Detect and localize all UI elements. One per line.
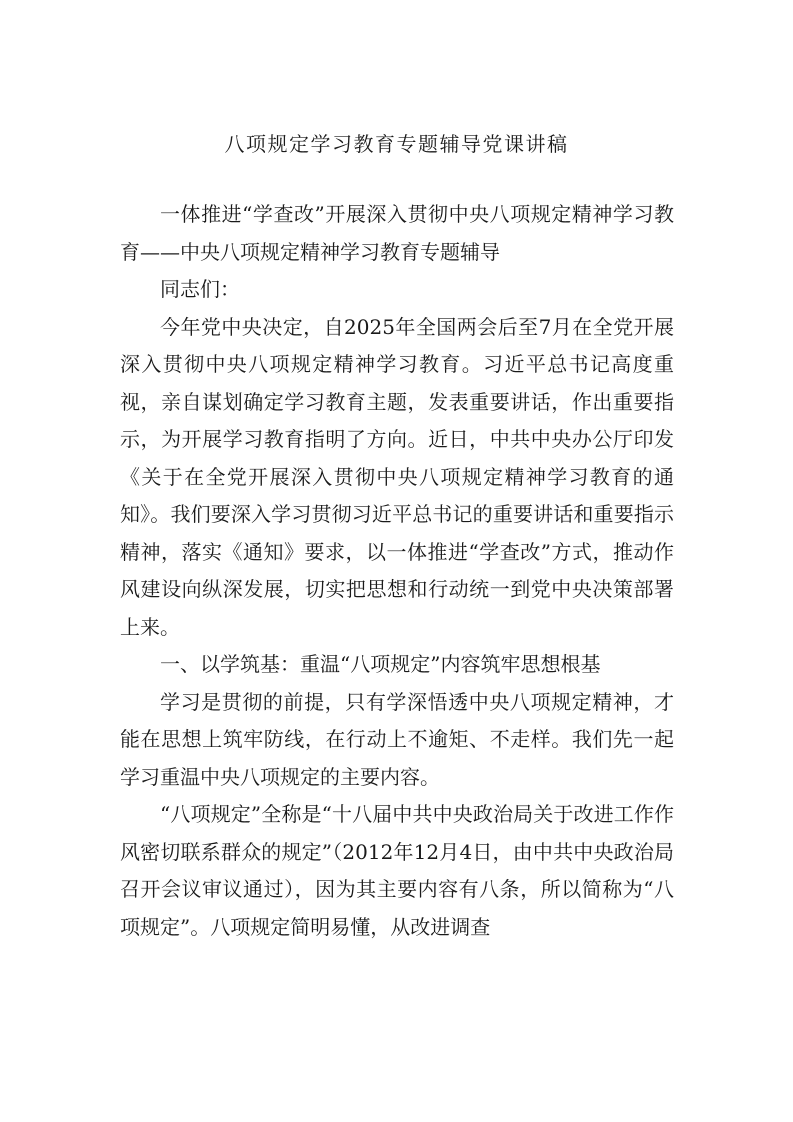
salutation-paragraph: 同志们：	[160, 277, 240, 301]
intro-paragraph: 今年党中央决定，自2025年全国两会后至7月在全党开展深入贯彻中央八项规定精神学习教育。习近平总书记高度重视，亲自谋划确定学习教育主题，发表重要讲话，作出重要指示，为开展学习教育指明了方向。近日，中共中央办公厅印发《关于在全党开展深入贯彻中央八项规定精神学习教育的通知》。我们要深入学习贯彻习近平总书记的重要讲话和重要指示精神，落实《通知》要求，以一体推进“学查改”方式，推动作风建设向纵深发展，切实把思想和行动统一到党中央决策部署上来。	[120, 314, 674, 639]
document-title: 八项规定学习教育专题辅导党课讲稿	[224, 132, 569, 156]
document-body	[120, 196, 674, 946]
section-heading: 一、以学筑基：重温“八项规定”内容筑牢思想根基	[160, 652, 601, 676]
section-paragraph: “八项规定”全称是“十八届中共中央政治局关于改进工作作风密切联系群众的规定”（2012年12月4日，由中共中央政治局召开会议审议通过），因为其主要内容有八条，所以简称为“八项规定”。八项规定简明易懂，从改进调查	[120, 802, 674, 939]
subtitle-paragraph: 一体推进“学查改”开展深入贯彻中央八项规定精神学习教育——中央八项规定精神学习教育专题辅导	[120, 202, 674, 264]
section-paragraph: 学习是贯彻的前提，只有学深悟透中央八项规定精神，才能在思想上筑牢防线，在行动上不逾矩、不走样。我们先一起学习重温中央八项规定的主要内容。	[120, 689, 674, 789]
